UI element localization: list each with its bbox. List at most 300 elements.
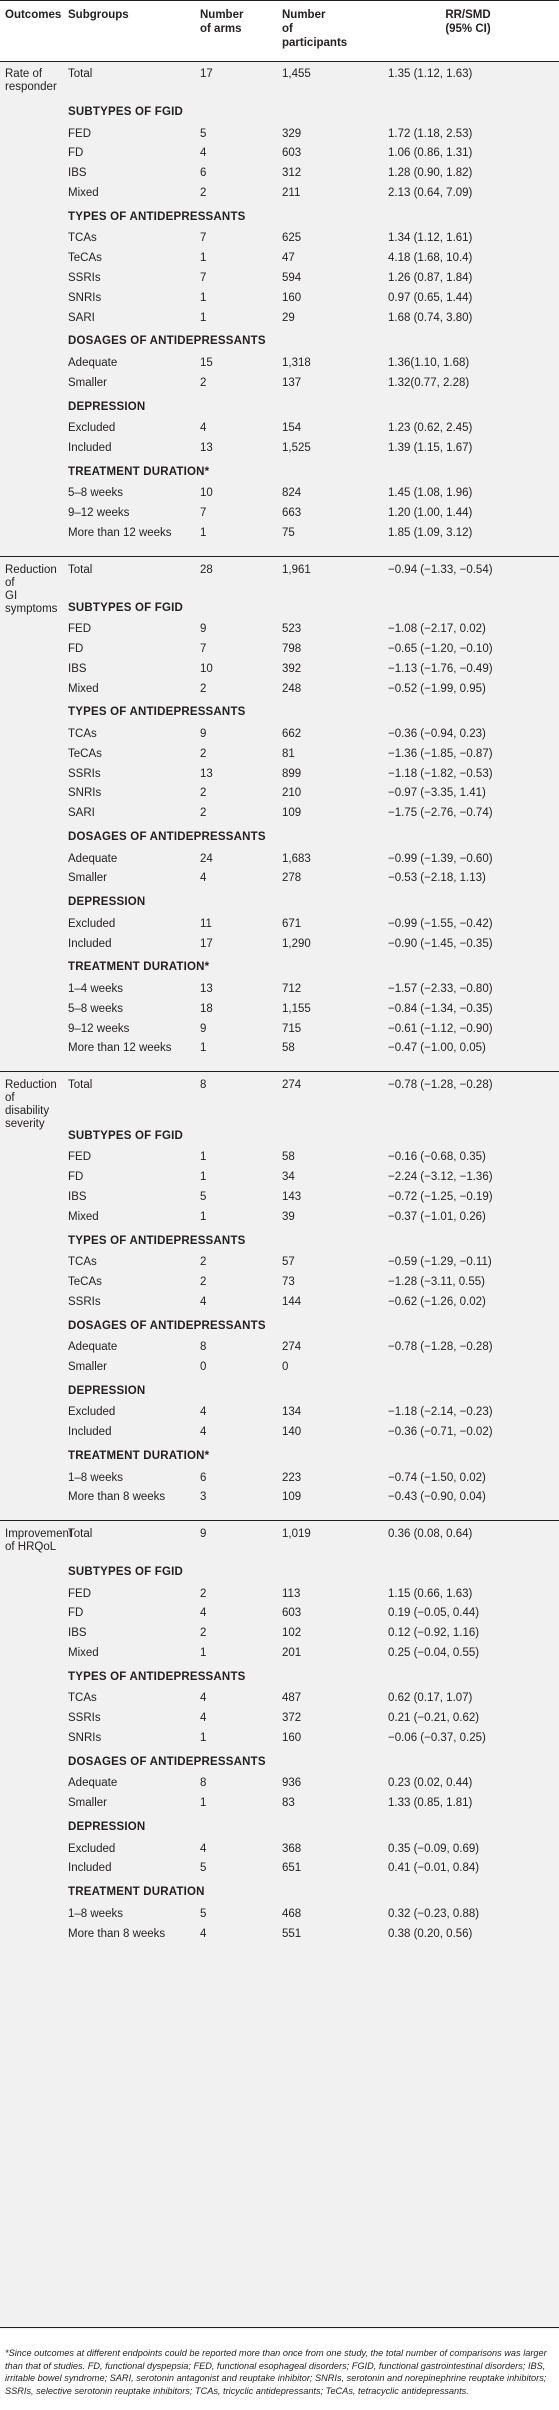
rr-smd-ci: −1.18 (−2.14, −0.23) [388, 1406, 493, 1419]
rr-smd-ci: 0.25 (−0.04, 0.55) [388, 1646, 480, 1659]
arms-count: 8 [200, 1078, 207, 1091]
outcome-name [5, 564, 63, 616]
arms-count: 7 [200, 642, 207, 655]
section-title: SUBTYPES OF FGID [68, 1565, 184, 1578]
rr-smd-ci: −0.78 (−1.28, −0.28) [388, 1078, 493, 1091]
arms-count: 13 [200, 767, 213, 780]
table-row [0, 938, 559, 964]
arms-count: 7 [200, 272, 207, 284]
arms-count: 10 [200, 662, 213, 675]
section-title: DEPRESSION [68, 896, 146, 909]
outcome-name-line: Improvement [5, 1527, 73, 1540]
subgroup-label: FED [68, 1587, 91, 1600]
participants-count: 715 [282, 1022, 302, 1035]
arms-count: 1 [200, 527, 207, 539]
rr-smd-ci: 1.33 (0.85, 1.81) [388, 1797, 473, 1810]
outcome-name-line: disability [5, 1104, 50, 1117]
rr-smd-ci: 2.13 (0.64, 7.09) [388, 187, 473, 199]
participants-count: 58 [282, 1151, 295, 1164]
participants-count: 468 [282, 1907, 302, 1920]
subgroup-label: SSRIs [68, 272, 101, 284]
participants-count: 551 [282, 1927, 302, 1940]
arms-count: 7 [200, 507, 207, 520]
rr-smd-ci: 1.23 (0.62, 2.45) [388, 422, 473, 435]
arms-count: 15 [200, 357, 213, 369]
subgroup-label: Excluded [68, 1842, 116, 1855]
participants-count: 278 [282, 872, 302, 885]
arms-count: 1 [200, 1646, 207, 1659]
table-row [0, 1732, 559, 1758]
participants-count: 274 [282, 1078, 302, 1091]
rr-smd-ci: −0.99 (−1.39, −0.60) [388, 852, 493, 865]
rr-smd-ci: −2.24 (−3.12, −1.36) [388, 1171, 493, 1184]
table-row [0, 1042, 559, 1068]
participants-count: 143 [282, 1191, 302, 1203]
arms-count: 1 [200, 1042, 207, 1055]
section-title: DEPRESSION [68, 1384, 146, 1397]
arms-count: 4 [200, 1295, 207, 1308]
table-row [0, 872, 559, 898]
subgroup-label: Adequate [68, 1777, 118, 1790]
subgroup-label: Excluded [68, 422, 116, 435]
rr-smd-ci: −1.08 (−2.17, 0.02) [388, 623, 486, 636]
header-part-line3: participants [282, 37, 348, 49]
rr-smd-ci: 1.85 (1.09, 3.12) [388, 527, 473, 539]
table-row [0, 1296, 559, 1322]
rr-smd-ci: 0.38 (0.20, 0.56) [388, 1927, 473, 1940]
subgroup-label: Smaller [68, 376, 107, 389]
subgroup-label: Mixed [68, 1646, 99, 1659]
participants-count: 160 [282, 1731, 302, 1744]
participants-count: 58 [282, 1042, 295, 1055]
arms-count: 9 [200, 1022, 207, 1035]
rr-smd-ci: −1.18 (−1.82, −0.53) [388, 767, 493, 780]
participants-count: 523 [282, 623, 302, 636]
header-arms-line2: of arms [200, 23, 242, 35]
rr-smd-ci: −0.90 (−1.45, −0.35) [388, 937, 493, 950]
rr-smd-ci: −0.59 (−1.29, −0.11) [388, 1256, 492, 1269]
participants-count: 140 [282, 1426, 302, 1439]
rr-smd-ci: −0.78 (−1.28, −0.28) [388, 1341, 493, 1354]
table-row [0, 1797, 559, 1823]
arms-count: 1 [200, 1797, 207, 1810]
participants-count: 1,318 [282, 357, 311, 369]
arms-count: 2 [200, 807, 207, 820]
arms-count: 6 [200, 167, 207, 180]
section-title: TREATMENT DURATION* [68, 961, 210, 974]
rr-smd-ci: 0.19 (−0.05, 0.44) [388, 1607, 480, 1620]
rr-smd-ci: −0.06 (−0.37, 0.25) [388, 1731, 486, 1744]
arms-count: 2 [200, 187, 207, 199]
participants-count: 671 [282, 917, 302, 930]
subgroup-label: 9–12 weeks [68, 507, 130, 520]
subgroup-label: More than 12 weeks [68, 1042, 172, 1055]
arms-count: 11 [200, 917, 212, 930]
subgroup-label: FD [68, 147, 84, 160]
arms-count: 5 [200, 1907, 207, 1920]
subgroup-label: 1–8 weeks [68, 1907, 123, 1920]
table-row [0, 527, 559, 553]
section-title: DEPRESSION [68, 1820, 146, 1833]
total-row [0, 1528, 559, 1554]
arms-count: 28 [200, 563, 213, 576]
subgroup-label: TCAs [68, 1256, 97, 1269]
participants-count: 1,290 [282, 937, 311, 950]
rr-smd-ci: 1.15 (0.66, 1.63) [388, 1587, 473, 1600]
arms-count: 4 [200, 1692, 207, 1705]
outcome-name-line: of HRQoL [5, 1540, 57, 1553]
arms-count: 2 [200, 1587, 207, 1600]
participants-count: 1,019 [282, 1527, 311, 1540]
participants-count: 651 [282, 1862, 302, 1875]
subgroup-label: Adequate [68, 852, 118, 865]
participants-count: 274 [282, 1341, 302, 1354]
subgroup-label: 5–8 weeks [68, 487, 123, 500]
rr-smd-ci: −0.52 (−1.99, 0.95) [388, 682, 486, 695]
participants-count: 1,683 [282, 852, 311, 865]
rr-smd-ci: −0.84 (−1.34, −0.35) [388, 1002, 493, 1015]
participants-count: 137 [282, 376, 302, 389]
rr-smd-ci: −0.36 (−0.71, −0.02) [388, 1426, 493, 1439]
subgroup-label: SSRIs [68, 767, 101, 780]
rr-smd-ci: 1.06 (0.86, 1.31) [388, 147, 473, 160]
outcome-name-line: GI symptoms [5, 589, 58, 615]
arms-count: 2 [200, 376, 207, 389]
subgroup-label: IBS [68, 1627, 87, 1640]
arms-count: 10 [200, 487, 213, 500]
table-row [0, 1491, 559, 1517]
subgroup-label: Total [68, 68, 93, 80]
rr-smd-ci: 0.41 (−0.01, 0.84) [388, 1862, 480, 1875]
arms-count: 1 [200, 1731, 207, 1744]
subgroup-label: SARI [68, 807, 95, 820]
subgroup-label: IBS [68, 662, 87, 675]
participants-count: 211 [282, 187, 301, 199]
participants-count: 223 [282, 1471, 302, 1484]
rr-smd-ci: −0.53 (−2.18, 1.13) [388, 872, 486, 885]
rr-smd-ci: −0.61 (−1.12, −0.90) [388, 1022, 493, 1035]
rr-smd-ci: −0.16 (−0.68, 0.35) [388, 1151, 486, 1164]
outcome-name-line: Rate of [5, 68, 43, 80]
section-title: TYPES OF ANTIDEPRESSANTS [68, 210, 246, 223]
subgroup-label: TeCAs [68, 252, 102, 265]
rr-smd-ci: −0.74 (−1.50, 0.02) [388, 1471, 486, 1484]
outcome-name [5, 1527, 73, 1554]
subgroup-label: Total [68, 563, 93, 576]
arms-count: 7 [200, 232, 207, 245]
participants-count: 663 [282, 507, 302, 520]
subgroup-label: 5–8 weeks [68, 1002, 123, 1015]
rr-smd-ci: 1.20 (1.00, 1.44) [388, 507, 473, 520]
subgroup-label: Included [68, 937, 112, 950]
rr-smd-ci: −0.72 (−1.25, −0.19) [388, 1191, 493, 1203]
subgroup-label: SSRIs [68, 1712, 101, 1725]
subgroup-label: Excluded [68, 917, 116, 930]
participants-count: 34 [282, 1171, 295, 1184]
subgroup-label: FED [68, 1151, 91, 1164]
arms-count: 6 [200, 1471, 207, 1484]
header-rr-line2: (95% CI) [445, 23, 491, 35]
arms-count: 4 [200, 1426, 207, 1439]
table-row [0, 1211, 559, 1237]
subgroup-label: Adequate [68, 1341, 118, 1354]
subgroup-label: Excluded [68, 1406, 116, 1419]
participants-count: 73 [282, 1276, 295, 1288]
arms-count: 4 [200, 1406, 207, 1419]
participants-count: 144 [282, 1295, 302, 1308]
participants-count: 372 [282, 1712, 302, 1725]
arms-count: 9 [200, 727, 207, 740]
participants-count: 102 [282, 1627, 302, 1640]
subgroup-label: More than 8 weeks [68, 1491, 166, 1504]
subgroup-label: IBS [68, 1191, 87, 1203]
header-part-line1: Number [282, 9, 326, 21]
participants-count: 1,155 [282, 1002, 311, 1015]
arms-count: 4 [200, 1607, 207, 1620]
total-row [0, 1078, 559, 1130]
table-bottom-rule [0, 2327, 559, 2328]
arms-count: 13 [200, 442, 213, 454]
participants-count: 392 [282, 662, 302, 675]
subgroup-label: TeCAs [68, 747, 102, 760]
table-row [0, 1361, 559, 1387]
participants-count: 712 [282, 982, 302, 995]
participants-count: 603 [282, 1607, 302, 1620]
table-footnote: *Since outcomes at different endpoints could be reported more than once from one study, the total number of comparisons was larger than that of studies. FD, functional dyspepsia; FED, functional esophageal disorders; FGID, functional gastrointestinal disorders; IBS, irritable bowel syndrome; SARI, serotonin antagonist and reuptake inhibitor; SNRIs, serotonin and norepinephrine reuptake inhibitors; SSRIs, selective serotonin reuptake inhibitors; TCAs, tricyclic antidepressants; TeCAs, tetracyclic antidepressants. [5, 2348, 547, 2396]
rr-smd-ci: 0.36 (0.08, 0.64) [388, 1527, 473, 1540]
table-row [0, 312, 559, 338]
rr-smd-ci: 0.32 (−0.23, 0.88) [388, 1907, 480, 1920]
subgroup-label: Adequate [68, 357, 118, 369]
section-title: TREATMENT DURATION* [68, 1450, 210, 1462]
arms-count: 2 [200, 747, 207, 760]
arms-count: 3 [200, 1491, 207, 1504]
rr-smd-ci: −0.97 (−3.35, 1.41) [388, 787, 486, 800]
section-title: DOSAGES OF ANTIDEPRESSANTS [68, 830, 266, 843]
header-outcomes: Outcomes [5, 9, 62, 21]
rr-smd-ci: 1.72 (1.18, 2.53) [388, 127, 473, 140]
arms-count: 8 [200, 1777, 207, 1790]
rr-smd-ci: −0.94 (−1.33, −0.54) [388, 563, 493, 576]
table-row [0, 1928, 559, 1954]
subgroup-label: TCAs [68, 727, 97, 740]
arms-count: 1 [200, 1171, 207, 1184]
table-header [0, 0, 559, 62]
arms-count: 5 [200, 127, 207, 140]
arms-count: 9 [200, 1527, 207, 1540]
subgroup-label: Included [68, 1862, 112, 1875]
rr-smd-ci: −0.43 (−0.90, 0.04) [388, 1491, 486, 1504]
participants-count: 1,525 [282, 442, 311, 454]
rr-smd-ci: −1.13 (−1.76, −0.49) [388, 662, 493, 675]
participants-count: 798 [282, 642, 302, 655]
participants-count: 603 [282, 147, 302, 160]
rr-smd-ci: 0.21 (−0.21, 0.62) [388, 1712, 480, 1725]
section-title: SUBTYPES OF FGID [68, 601, 184, 614]
participants-count: 487 [282, 1692, 302, 1705]
arms-count: 5 [200, 1862, 207, 1875]
participants-count: 39 [282, 1210, 295, 1223]
subgroup-label: 1–4 weeks [68, 982, 123, 995]
participants-count: 312 [282, 167, 302, 180]
section-title: TREATMENT DURATION [68, 1886, 205, 1899]
arms-count: 8 [200, 1341, 207, 1354]
table-row [0, 377, 559, 403]
subgroup-label: SSRIs [68, 1295, 101, 1308]
rr-smd-ci: 1.26 (0.87, 1.84) [388, 272, 473, 284]
section-title: TYPES OF ANTIDEPRESSANTS [68, 1234, 246, 1247]
participants-count: 210 [282, 787, 302, 800]
rr-smd-ci: −0.36 (−0.94, 0.23) [388, 727, 486, 740]
participants-count: 936 [282, 1777, 302, 1790]
participants-count: 329 [282, 127, 302, 140]
participants-count: 109 [282, 1491, 302, 1504]
subgroup-label: More than 8 weeks [68, 1927, 166, 1940]
subgroup-label: TCAs [68, 1692, 97, 1705]
subgroup-label: 9–12 weeks [68, 1022, 130, 1035]
table-row [0, 683, 559, 709]
outcome-name [5, 1079, 63, 1131]
outcome-name [5, 68, 63, 94]
arms-count: 4 [200, 1842, 207, 1855]
participants-count: 662 [282, 727, 302, 740]
section-title: DOSAGES OF ANTIDEPRESSANTS [68, 1755, 266, 1768]
arms-count: 4 [200, 422, 207, 435]
rr-smd-ci: −1.57 (−2.33, −0.80) [388, 982, 493, 995]
rr-smd-ci: −0.65 (−1.20, −0.10) [388, 642, 493, 655]
participants-count: 368 [282, 1842, 302, 1855]
rr-smd-ci: 1.36(1.10, 1.68) [388, 357, 470, 369]
group-divider [0, 1520, 559, 1521]
arms-count: 2 [200, 787, 207, 800]
arms-count: 2 [200, 1627, 207, 1640]
arms-count: 24 [200, 852, 213, 865]
section-title: DEPRESSION [68, 400, 146, 413]
subgroup-label: SNRIs [68, 291, 102, 304]
participants-count: 109 [282, 807, 302, 820]
subgroup-label: SNRIs [68, 1731, 102, 1744]
header-part-line2: of [282, 23, 293, 35]
rr-smd-ci: −1.28 (−3.11, 0.55) [388, 1276, 485, 1288]
participants-count: 47 [282, 252, 295, 265]
rr-smd-ci: −1.36 (−1.85, −0.87) [388, 747, 493, 760]
subgroup-label: FD [68, 1607, 84, 1620]
participants-count: 899 [282, 767, 302, 780]
subgroup-label: Total [68, 1078, 93, 1091]
participants-count: 1,961 [282, 563, 311, 576]
subgroup-label: FD [68, 1171, 84, 1184]
table-row [0, 807, 559, 833]
rr-smd-ci: 1.45 (1.08, 1.96) [388, 487, 473, 500]
header-rr-line1: RR/SMD [445, 9, 491, 21]
table-row [0, 442, 559, 468]
group-divider [0, 556, 559, 557]
subgroup-label: FD [68, 642, 84, 655]
arms-count: 2 [200, 1256, 207, 1269]
rr-smd-ci: 1.28 (0.90, 1.82) [388, 167, 473, 180]
subgroup-label: Mixed [68, 187, 99, 199]
arms-count: 4 [200, 872, 207, 885]
subgroup-label: Smaller [68, 872, 107, 885]
subgroup-label: Included [68, 442, 112, 454]
section-title: SUBTYPES OF FGID [68, 1129, 184, 1142]
rr-smd-ci: 0.23 (0.02, 0.44) [388, 1777, 473, 1790]
arms-count: 18 [200, 1002, 213, 1015]
rr-smd-ci: −1.75 (−2.76, −0.74) [388, 807, 493, 820]
participants-count: 160 [282, 291, 302, 304]
header-participants [282, 8, 347, 50]
participants-count: 113 [282, 1587, 301, 1600]
table-row [0, 187, 559, 213]
arms-count: 1 [200, 311, 207, 324]
table-body [0, 62, 559, 2329]
rr-smd-ci: 0.35 (−0.09, 0.69) [388, 1842, 480, 1855]
outcome-name-line: Reduction of [5, 563, 57, 589]
arms-count: 0 [200, 1361, 207, 1373]
subgroup-label: FED [68, 623, 91, 636]
rr-smd-ci: 1.39 (1.15, 1.67) [388, 442, 473, 454]
subgroup-label: Mixed [68, 1210, 99, 1223]
rr-smd-ci: −0.37 (−1.01, 0.26) [388, 1210, 486, 1223]
subgroup-label: TeCAs [68, 1276, 102, 1288]
subgroup-label: 1–8 weeks [68, 1471, 123, 1484]
arms-count: 1 [200, 252, 207, 265]
participants-count: 0 [282, 1361, 289, 1373]
outcome-name-line: Reduction of [5, 1078, 57, 1104]
arms-count: 2 [200, 1276, 207, 1288]
rr-smd-ci: 1.34 (1.12, 1.61) [388, 232, 473, 245]
table-row [0, 1426, 559, 1452]
participants-count: 824 [282, 487, 302, 500]
table-row [0, 1647, 559, 1673]
section-title: TYPES OF ANTIDEPRESSANTS [68, 1670, 246, 1683]
rr-smd-ci: 0.12 (−0.92, 1.16) [388, 1627, 480, 1640]
participants-count: 29 [282, 311, 295, 324]
arms-count: 1 [200, 1151, 207, 1164]
rr-smd-ci: −0.47 (−1.00, 0.05) [388, 1042, 486, 1055]
header-subgroups: Subgroups [68, 9, 129, 21]
header-arms [200, 8, 243, 36]
subgroup-label: IBS [68, 167, 87, 180]
rr-smd-ci: 1.35 (1.12, 1.63) [388, 68, 473, 80]
participants-count: 83 [282, 1797, 295, 1810]
subgroup-label: More than 12 weeks [68, 527, 172, 539]
rr-smd-ci: 1.32(0.77, 2.28) [388, 376, 470, 389]
arms-count: 13 [200, 982, 213, 995]
participants-count: 1,455 [282, 68, 311, 80]
rr-smd-ci: 0.97 (0.65, 1.44) [388, 291, 473, 304]
arms-count: 4 [200, 1927, 207, 1940]
arms-count: 1 [200, 1210, 207, 1223]
participants-count: 75 [282, 527, 295, 539]
arms-count: 1 [200, 291, 207, 304]
rr-smd-ci: 0.62 (0.17, 1.07) [388, 1692, 473, 1705]
section-title: SUBTYPES OF FGID [68, 106, 184, 118]
outcome-name-line: severity [5, 1117, 45, 1130]
total-row [0, 68, 559, 94]
group-divider [0, 1071, 559, 1072]
participants-count: 57 [282, 1256, 295, 1269]
participants-count: 134 [282, 1406, 302, 1419]
header-rr-smd [428, 8, 508, 36]
subgroup-label: Included [68, 1426, 112, 1439]
subgroup-label: SARI [68, 311, 95, 324]
rr-smd-ci: −0.99 (−1.55, −0.42) [388, 917, 493, 930]
arms-count: 17 [200, 68, 213, 80]
participants-count: 201 [282, 1646, 302, 1659]
subgroup-label: Mixed [68, 682, 99, 695]
arms-count: 9 [200, 623, 207, 636]
